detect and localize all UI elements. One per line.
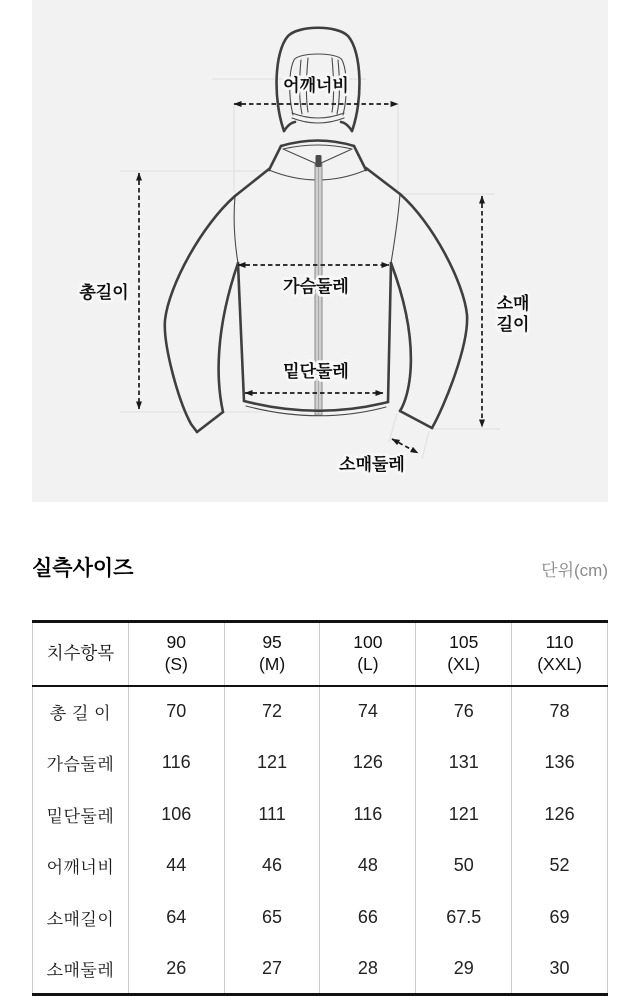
column-header-size-105: 105 (XL) (416, 622, 512, 686)
size-table-header-row (33, 622, 608, 686)
guide-lines (120, 79, 500, 459)
value-cell: 106 (128, 789, 224, 841)
row-label-cell: 밑단둘레 (33, 789, 129, 841)
row-label-cell: 소매둘레 (33, 943, 129, 995)
value-cell: 72 (224, 686, 320, 738)
value-cell: 70 (128, 686, 224, 738)
sleeve-opening-label: 소매둘레 (339, 455, 405, 474)
value-cell: 48 (320, 840, 416, 892)
row-label-cell: 어깨너비 (33, 840, 129, 892)
value-cell: 64 (128, 892, 224, 944)
value-cell: 50 (416, 840, 512, 892)
value-cell: 67.5 (416, 892, 512, 944)
value-cell: 69 (512, 892, 608, 944)
table-row-total-length (33, 686, 608, 738)
value-cell: 66 (320, 892, 416, 944)
value-cell: 76 (416, 686, 512, 738)
value-cell: 46 (224, 840, 320, 892)
row-label-cell: 소매길이 (33, 892, 129, 944)
table-row-shoulder (33, 840, 608, 892)
column-header-size-110: 110 (XXL) (512, 622, 608, 686)
value-cell: 111 (224, 789, 320, 841)
value-cell: 28 (320, 943, 416, 995)
value-cell: 65 (224, 892, 320, 944)
value-cell: 74 (320, 686, 416, 738)
value-cell: 131 (416, 737, 512, 789)
table-row-sleeve-length (33, 892, 608, 944)
value-cell: 126 (320, 737, 416, 789)
section-title: 실측사이즈 (32, 557, 134, 580)
total-length-label: 총길이 (79, 283, 129, 302)
sleeve-opening-arrow (392, 439, 418, 453)
sleeve-length-label-line1: 소매 (496, 294, 530, 313)
value-cell: 26 (128, 943, 224, 995)
table-row-chest (33, 737, 608, 789)
row-label-cell: 가슴둘레 (33, 737, 129, 789)
value-cell: 116 (320, 789, 416, 841)
column-header-size-100: 100 (L) (320, 622, 416, 686)
row-label-cell: 총 길 이 (33, 686, 129, 738)
value-cell: 30 (512, 943, 608, 995)
value-cell: 126 (512, 789, 608, 841)
measurement-diagram (32, 0, 608, 502)
value-cell: 136 (512, 737, 608, 789)
value-cell: 44 (128, 840, 224, 892)
size-table (32, 620, 608, 996)
table-row-sleeve-opening (33, 943, 608, 995)
shoulder-width-label: 어깨너비 (283, 76, 349, 95)
chest-label: 가슴둘레 (283, 277, 349, 296)
value-cell: 52 (512, 840, 608, 892)
column-header-size-95: 95 (M) (224, 622, 320, 686)
value-cell: 27 (224, 943, 320, 995)
section-header (32, 554, 608, 584)
hem-label: 밑단둘레 (283, 362, 349, 381)
column-header-item: 치수항목 (33, 622, 129, 686)
value-cell: 116 (128, 737, 224, 789)
unit-label: 단위(cm) (541, 561, 608, 580)
value-cell: 29 (416, 943, 512, 995)
sleeve-length-label-line2: 길이 (496, 315, 530, 334)
column-header-size-90: 90 (S) (128, 622, 224, 686)
value-cell: 121 (224, 737, 320, 789)
table-row-hem (33, 789, 608, 841)
value-cell: 78 (512, 686, 608, 738)
value-cell: 121 (416, 789, 512, 841)
